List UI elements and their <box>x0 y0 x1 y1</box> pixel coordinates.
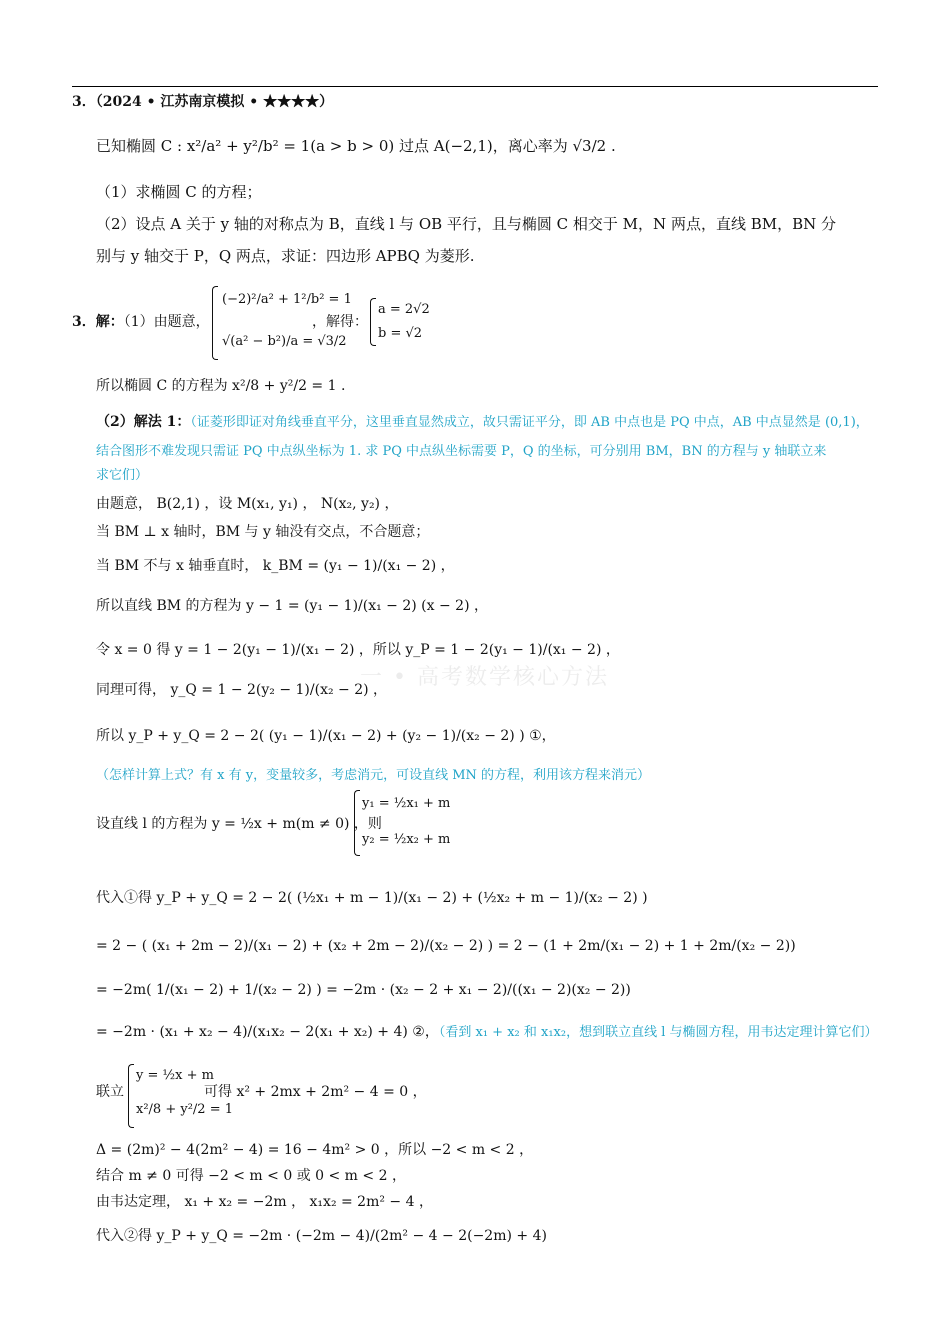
system1-eq2: √(a² − b²)/a = √3/2 <box>222 334 347 349</box>
solution-intro-text: （1）由题意， <box>123 314 210 330</box>
step17: 代入②得 y_P + y_Q = −2m · (−2m − 4)/(2m² − 4 − 2(−2m) + 4) <box>96 1228 547 1244</box>
hint3: （看到 x₁ + x₂ 和 x₁x₂，想到联立直线 l 与椭圆方程，用韦达定理计算它们） <box>438 1025 878 1040</box>
step10: = 2 − ( (x₁ + 2m − 2)/(x₁ − 2) + (x₂ + 2m − 2)/(x₂ − 2) ) = 2 − (1 + 2m/(x₁ − 2) + 1 + 2m/(x₂ − 2)) <box>96 938 796 954</box>
step5: 令 x = 0 得 y = 1 − 2(y₁ − 1)/(x₁ − 2) ，所以 y_P = 1 − 2(y₁ − 1)/(x₁ − 2) ， <box>96 642 620 658</box>
system1-eq1: (−2)²/a² + 1²/b² = 1 <box>222 292 352 307</box>
step11: = −2m( 1/(x₁ − 2) + 1/(x₂ − 2) ) = −2m · (x₂ − 2 + x₁ − 2)/((x₁ − 2)(x₂ − 2)) <box>96 982 631 998</box>
step2: 当 BM ⊥ x 轴时，BM 与 y 轴没有交点，不合题意； <box>96 524 430 540</box>
step3: 当 BM 不与 x 轴垂直时， k_BM = (y₁ − 1)/(x₁ − 2) ， <box>96 558 455 574</box>
solution-intro <box>72 312 210 332</box>
watermark: 一 • 高考数学核心方法 <box>360 665 609 690</box>
hint1-line2: 结合图形不难发现只需证 PQ 中点纵坐标为 1. 求 PQ 中点纵坐标需要 P，Q 的坐标，可分别用 BM，BN 的方程与 y 轴联立来 <box>96 444 827 459</box>
hint1-line3: 求它们） <box>96 468 149 483</box>
step12: = −2m · (x₁ + x₂ − 4)/(x₁x₂ − 2(x₁ + x₂) + 4) ②， <box>96 1024 439 1040</box>
step6: 同理可得， y_Q = 1 − 2(y₂ − 1)/(x₂ − 2) ， <box>96 682 388 698</box>
system3-eq2: x²/8 + y²/2 = 1 <box>136 1102 233 1117</box>
system2-brace <box>354 790 360 856</box>
top-rule <box>72 86 878 87</box>
result-a: a = 2√2 <box>378 302 430 317</box>
system3-brace <box>128 1064 134 1128</box>
system3-eq1: y = ½x + m <box>136 1068 214 1083</box>
step4: 所以直线 BM 的方程为 y − 1 = (y₁ − 1)/(x₁ − 2) (x − 2) ， <box>96 598 488 614</box>
step8: 设直线 l 的方程为 y = ½x + m(m ≠ 0) ，则 <box>96 816 382 832</box>
problem-part2-line1: （2）设点 A 关于 y 轴的对称点为 B，直线 l 与 OB 平行，且与椭圆 C 相交于 M，N 两点，直线 BM，BN 分 <box>96 215 837 233</box>
method1-hint-line1 <box>96 412 869 433</box>
result-b: b = √2 <box>378 326 423 341</box>
step13-label: 联立 <box>96 1084 124 1100</box>
result-brace <box>370 298 376 346</box>
step7: 所以 y_P + y_Q = 2 − 2( (y₁ − 1)/(x₁ − 2) + (y₂ − 1)/(x₂ − 2) ) ①， <box>96 728 556 744</box>
solve-text: ，解得： <box>312 314 368 330</box>
problem-statement: 已知椭圆 C : x²/a² + y²/b² = 1(a > b > 0) 过点 A(−2,1)，离心率为 √3/2 . <box>96 137 616 155</box>
step9: 代入①得 y_P + y_Q = 2 − 2( (½x₁ + m − 1)/(x₁ − 2) + (½x₂ + m − 1)/(x₂ − 2) ) <box>96 890 648 906</box>
step1: 由题意， B(2,1) ，设 M(x₁, y₁) ， N(x₂, y₂) ， <box>96 496 399 512</box>
solution-label: 3．解： <box>72 314 124 330</box>
step14: Δ = (2m)² − 4(2m² − 4) = 16 − 4m² > 0 ，所以 −2 < m < 2 ， <box>96 1142 534 1158</box>
system2-eq2: y₂ = ½x₂ + m <box>362 832 451 847</box>
hint1-line1: （证菱形即证对角线垂直平分，这里垂直显然成立，故只需证平分，即 AB 中点也是 PQ 中点，AB 中点显然是 (0,1)， <box>190 415 869 430</box>
system1-brace <box>212 286 218 360</box>
problem-part2-line2: 别与 y 轴交于 P，Q 两点，求证：四边形 APBQ 为菱形. <box>96 247 475 265</box>
method1-label: （2）解法 1： <box>96 414 191 430</box>
system2-eq1: y₁ = ½x₁ + m <box>362 796 451 811</box>
step12-row <box>96 1022 878 1043</box>
problem-part1: （1）求椭圆 C 的方程； <box>96 183 262 201</box>
ellipse-equation: 所以椭圆 C 的方程为 x²/8 + y²/2 = 1 . <box>96 378 346 394</box>
step13-result: 可得 x² + 2mx + 2m² − 4 = 0 ， <box>204 1084 427 1100</box>
step16: 由韦达定理， x₁ + x₂ = −2m ， x₁x₂ = 2m² − 4 ， <box>96 1194 433 1210</box>
step15: 结合 m ≠ 0 可得 −2 < m < 0 或 0 < m < 2 ， <box>96 1168 406 1184</box>
hint2: （怎样计算上式？有 x 有 y，变量较多，考虑消元，可设直线 MN 的方程，利用该方程来消元） <box>96 768 651 783</box>
problem-label: 3．（2024 • 江苏南京模拟 • ★★★★） <box>72 94 334 110</box>
